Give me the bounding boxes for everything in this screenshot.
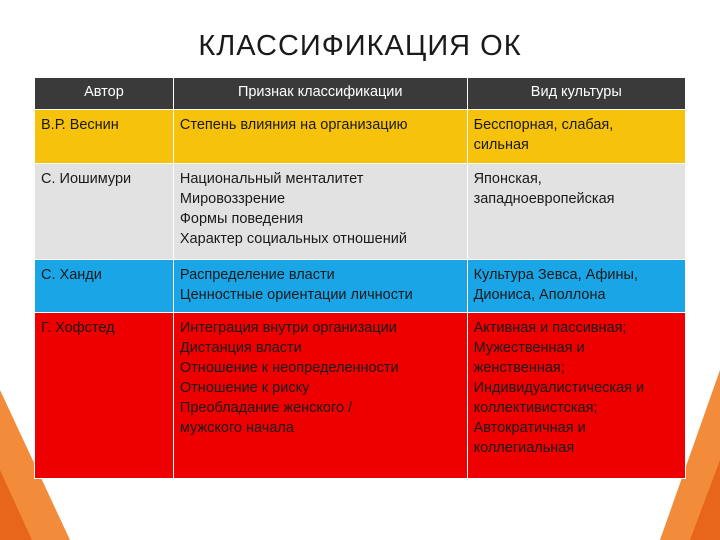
culture-line: Японская, [473,171,542,187]
cell-criteria [173,313,467,479]
culture-line: Индивидуалистическая и [473,380,645,396]
criteria-line: Мировоззрение [179,191,286,207]
header-author: Автор [35,78,174,110]
cell-culture [467,313,685,479]
cell-author: Г. Хофстед [35,313,174,479]
table-row [35,313,686,479]
header-culture: Вид культуры [467,78,685,110]
criteria-line: Национальный менталитет [179,171,364,187]
cell-criteria [173,110,467,164]
table-row [35,110,686,164]
culture-line: Диониса, Аполлона [473,287,606,303]
cell-criteria [173,260,467,313]
cell-culture [467,110,685,164]
page-title: КЛАССИФИКАЦИЯ ОК [198,30,522,62]
criteria-line: Характер социальных отношений [179,231,407,247]
culture-line: Бесспорная, слабая, [473,117,614,133]
decor-triangle-right-dark [690,460,720,540]
table-row [35,164,686,260]
decor-triangle-left-dark [0,470,32,540]
culture-line: Мужественная и [473,340,585,356]
criteria-line: Формы поведения [179,211,304,227]
criteria-line: Отношение к неопределенности [179,360,399,376]
culture-line: женственная; [473,360,565,376]
culture-line: Автократичная и [473,420,586,436]
criteria-line: Интеграция внутри организации [179,320,397,336]
criteria-line: Дистанция власти [179,340,302,356]
cell-culture [467,260,685,313]
culture-line: сильная [473,137,529,153]
culture-line: коллегиальная [473,440,575,456]
criteria-line: Степень влияния на организацию [179,117,408,133]
culture-line: Активная и пассивная; [473,320,627,336]
criteria-line: Ценностные ориентации личности [179,287,413,303]
cell-criteria [173,164,467,260]
criteria-line: мужского начала [179,420,294,436]
cell-author: В.Р. Веснин [35,110,174,164]
criteria-line: Преобладание женского / [179,400,353,416]
cell-author: С. Ханди [35,260,174,313]
criteria-line: Отношение к риску [179,380,310,396]
table-header-row [35,78,686,110]
table-row [35,260,686,313]
classification-table [34,77,686,479]
header-criteria: Признак классификации [173,78,467,110]
culture-line: Культура Зевса, Афины, [473,267,638,283]
culture-line: коллективистская; [473,400,598,416]
cell-author: С. Иошимури [35,164,174,260]
criteria-line: Распределение власти [179,267,335,283]
culture-line: западноевропейская [473,191,615,207]
cell-culture [467,164,685,260]
